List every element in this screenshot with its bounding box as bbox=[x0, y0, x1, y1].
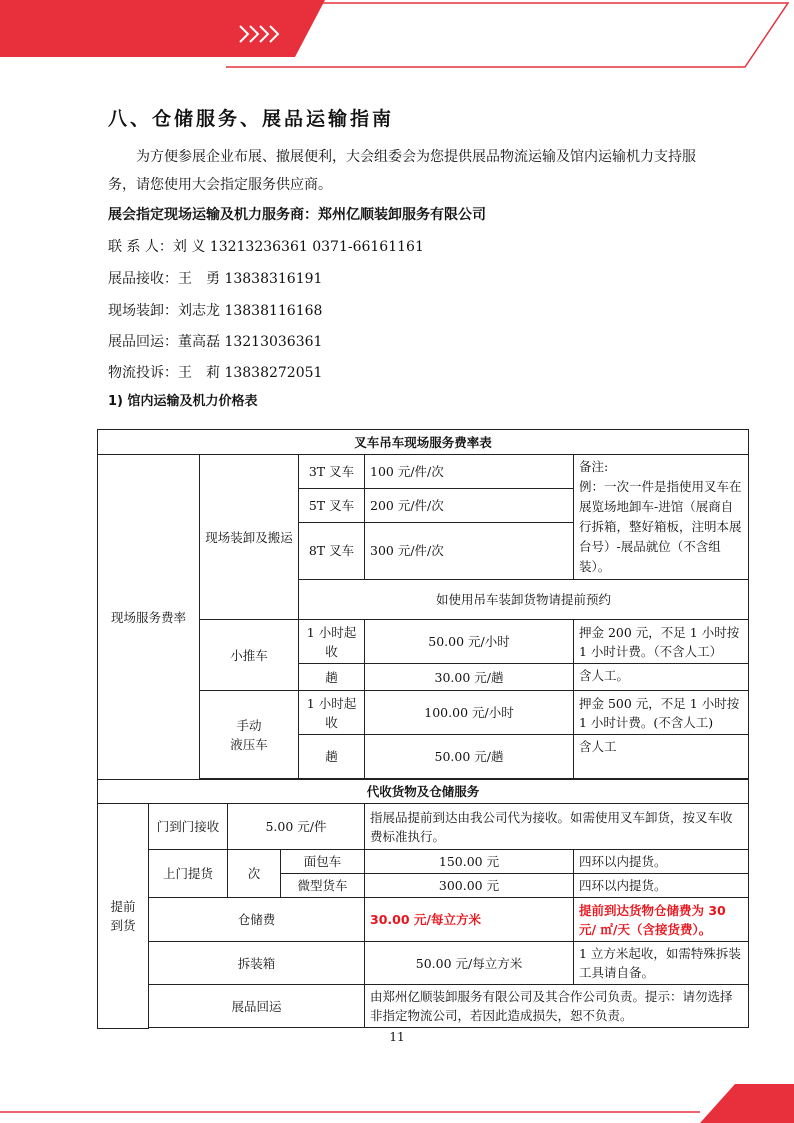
pallet-note: 押金 500 元，不足 1 小时按 1 小时计费。(不含人工) bbox=[574, 691, 749, 735]
unpack-label: 拆装箱 bbox=[149, 942, 365, 985]
door-label: 门到门接收 bbox=[149, 804, 228, 850]
cart-unit: 趟 bbox=[299, 664, 365, 691]
footer-decoration bbox=[0, 1080, 794, 1123]
advance-label: 提前 到货 bbox=[98, 804, 149, 1029]
cart-unit: 1 小时起收 bbox=[299, 620, 365, 664]
price-table bbox=[97, 429, 749, 1029]
cart-note: 押金 200 元，不足 1 小时按 1 小时计费。（不含人工） bbox=[574, 620, 749, 664]
crane-note: 如使用吊车装卸货物请提前预约 bbox=[299, 580, 749, 620]
intro-paragraph: 为方便参展企业布展、撤展便利，大会组委会为您提供展品物流运输及馆内运输机力支持服务，请您使用大会指定服务供应商。 bbox=[108, 149, 696, 193]
contact-line: 物流投诉：王 莉 13838272051 bbox=[108, 365, 323, 381]
contact-line: 现场装卸：刘志龙 13838116168 bbox=[108, 303, 323, 319]
door-note: 指展品提前到达由我公司代为接收。如需使用叉车卸货，按叉车收费标准执行。 bbox=[365, 804, 749, 850]
forklift-note: 备注: 例：一次一件是指使用叉车在展览场地卸车-进馆（展商自行拆箱，整好箱板，注明本展台号）-展品就位（不含组装）。 bbox=[574, 455, 749, 580]
pickup-note: 四环以内提货。 bbox=[574, 850, 749, 874]
pickup-note: 四环以内提货。 bbox=[574, 874, 749, 898]
pallet-unit: 1 小时起收 bbox=[299, 691, 365, 735]
pallet-unit: 趟 bbox=[299, 735, 365, 779]
forklift-price: 200 元/件/次 bbox=[365, 488, 574, 522]
forklift-type: 3T 叉车 bbox=[299, 455, 365, 489]
pickup-vehicle: 面包车 bbox=[281, 850, 365, 874]
pickup-price: 300.00 元 bbox=[365, 874, 574, 898]
rate-label: 现场服务费率 bbox=[98, 455, 200, 780]
pallet-price: 50.00 元/趟 bbox=[365, 735, 574, 779]
table-title: 叉车吊车现场服务费率表 bbox=[98, 430, 749, 455]
page-number: 11 bbox=[389, 1030, 405, 1044]
return-note: 由郑州亿顺装卸服务有限公司及其合作公司负责。提示：请勿选择非指定物流公司，若因此造成损失，恕不负责。 bbox=[365, 985, 749, 1028]
return-label: 展品回运 bbox=[149, 985, 365, 1028]
pickup-price: 150.00 元 bbox=[365, 850, 574, 874]
cart-note: 含人工。 bbox=[574, 664, 749, 691]
storage-note: 提前到达货物仓储费为 30 元/ ㎡/天（含接货费）。 bbox=[574, 898, 749, 942]
contact-line: 展品接收：王 勇 13838316191 bbox=[108, 271, 323, 287]
forklift-type: 8T 叉车 bbox=[299, 522, 365, 579]
price-table-heading: 1) 馆内运输及机力价格表 bbox=[108, 394, 258, 409]
pickup-vehicle: 微型货车 bbox=[281, 874, 365, 898]
forklift-price: 300 元/件/次 bbox=[365, 522, 574, 579]
table-title: 代收货物及仓储服务 bbox=[98, 780, 749, 804]
door-price: 5.00 元/件 bbox=[228, 804, 365, 850]
pallet-note: 含人工 bbox=[574, 735, 749, 779]
provider-line: 展会指定现场运输及机力服务商：郑州亿顺装卸服务有限公司 bbox=[108, 207, 486, 223]
forklift-price: 100 元/件/次 bbox=[365, 455, 574, 489]
forklift-type: 5T 叉车 bbox=[299, 488, 365, 522]
contact-line: 展品回运：董高磊 13213036361 bbox=[108, 334, 323, 350]
section-heading: 八、仓储服务、展品运输指南 bbox=[108, 108, 395, 130]
pickup-unit: 次 bbox=[228, 850, 281, 898]
storage-price: 30.00 元/每立方米 bbox=[365, 898, 574, 942]
pallet-label: 手动 液压车 bbox=[200, 691, 299, 779]
storage-label: 仓储费 bbox=[149, 898, 365, 942]
cart-label: 小推车 bbox=[200, 620, 299, 691]
pallet-price: 100.00 元/小时 bbox=[365, 691, 574, 735]
forklift-label: 现场装卸及搬运 bbox=[200, 455, 299, 620]
pickup-label: 上门提货 bbox=[149, 850, 228, 898]
unpack-note: 1 立方米起收，如需特殊拆装工具请自备。 bbox=[574, 942, 749, 985]
contact-line: 联 系 人：刘 义 13213236361 0371-66161161 bbox=[108, 239, 424, 255]
cart-price: 30.00 元/趟 bbox=[365, 664, 574, 691]
cart-price: 50.00 元/小时 bbox=[365, 620, 574, 664]
unpack-price: 50.00 元/每立方米 bbox=[365, 942, 574, 985]
header-decoration bbox=[0, 0, 794, 80]
